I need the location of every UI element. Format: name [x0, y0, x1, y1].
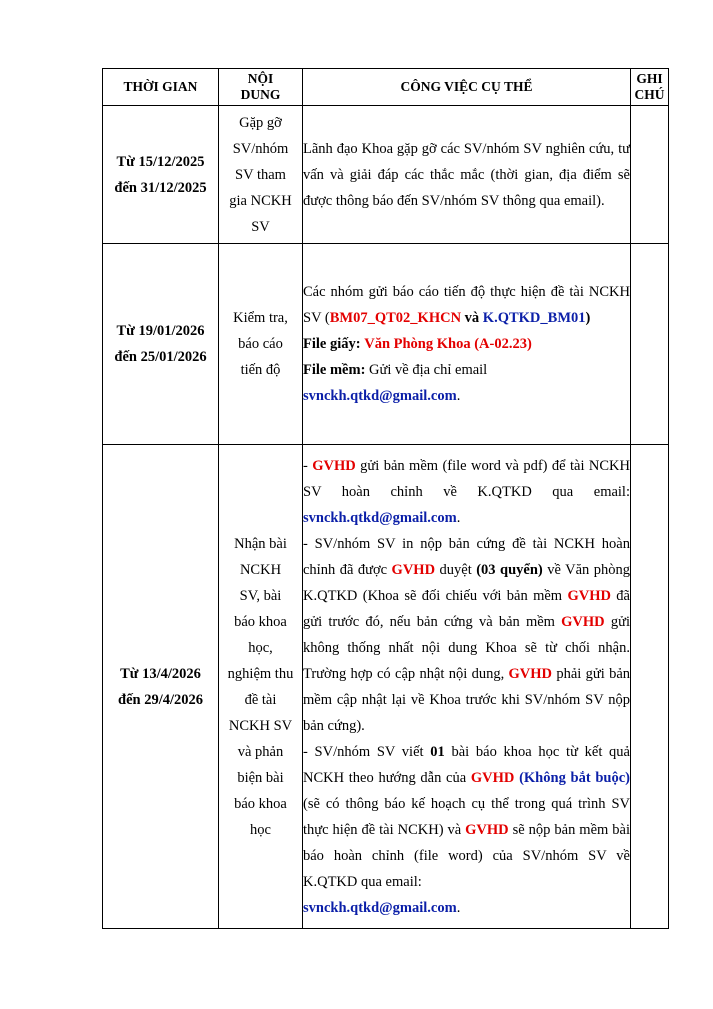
header-note-line1: GHI — [636, 71, 663, 86]
gvhd-label: GVHD — [465, 821, 509, 838]
content-line: Kiểm tra, — [233, 310, 288, 326]
content-line: Nhận bài — [234, 535, 287, 552]
content-line: học — [250, 821, 271, 838]
content-line: báo khoa — [234, 795, 287, 812]
content-line: và phản — [237, 743, 284, 760]
copies-label: (03 quyển) — [476, 561, 543, 578]
schedule-table — [102, 68, 669, 929]
header-note — [631, 69, 669, 106]
task-text: duyệt — [435, 561, 477, 578]
task-text: - SV/nhóm SV in nộp bản cứng đề tài NCKH hoàn chỉnh đã được — [303, 535, 630, 578]
header-content-line2: DUNG — [240, 87, 281, 102]
task-text: Các nhóm gửi báo cáo tiến độ thực hiện đề tài NCKH SV ( — [303, 284, 630, 326]
task-text: phải gửi bản mềm cập nhật lại về Khoa trước khi SV/nhóm SV nộp bản cứng). — [303, 665, 631, 734]
content-line: SV, bài — [239, 587, 282, 604]
table-header-row — [103, 69, 669, 106]
content-line: SV — [251, 218, 270, 235]
form-code-2: K.QTKD_BM01 — [482, 310, 586, 326]
content-line: NCKH SV — [228, 717, 293, 734]
content-line: SV tham — [235, 166, 286, 183]
time-to: đến 31/12/2025 — [114, 179, 207, 196]
time-cell — [103, 445, 219, 929]
header-content — [219, 69, 303, 106]
paper-label: File giấy: — [303, 336, 361, 352]
task-text: Lãnh đạo Khoa gặp gỡ các SV/nhóm SV nghiên cứu, tư vấn và giải đáp các thắc mắc (thời gian, địa điểm sẽ được thông báo đến SV/nhóm SV thông qua email). — [303, 140, 630, 209]
gvhd-label: GVHD — [567, 587, 611, 604]
header-content-line1: NỘI — [247, 71, 274, 86]
task-text: ) — [585, 310, 591, 326]
time-cell — [103, 106, 219, 244]
note-cell — [631, 244, 669, 445]
paper-location: Văn Phòng Khoa (A-02.23) — [364, 336, 532, 352]
gvhd-label: GVHD — [561, 613, 605, 630]
note-cell — [631, 106, 669, 244]
content-cell — [219, 244, 303, 445]
task-cell — [303, 106, 631, 244]
email-link[interactable]: svnckh.qtkd@gmail.com — [303, 388, 457, 404]
gvhd-label: GVHD — [312, 457, 356, 474]
task-text: về Văn phòng K.QTKD (Khoa sẽ đối chiếu với bản mềm — [303, 561, 630, 604]
task-text: (sẽ có thông báo kế hoạch cụ thể trong quá trình SV thực hiện đề tài NCKH) và — [303, 795, 630, 838]
time-from: Từ 15/12/2025 — [116, 153, 205, 170]
task-cell — [303, 244, 631, 445]
task-text: gửi bản mềm (file word và pdf) để tài NCKH SV hoàn chỉnh về K.QTKD qua email: — [303, 457, 630, 500]
content-line: biện bài — [237, 769, 284, 786]
table-row — [103, 445, 669, 929]
gvhd-label: GVHD — [391, 561, 436, 578]
content-line: báo khoa — [234, 613, 287, 630]
content-line: NCKH — [239, 561, 282, 578]
note-cell — [631, 445, 669, 929]
soft-label: File mềm: — [303, 362, 366, 378]
task-text: và — [461, 310, 483, 326]
content-line: tiến độ — [240, 362, 281, 378]
content-line: nghiệm thu — [227, 665, 294, 682]
content-cell — [219, 106, 303, 244]
content-cell — [219, 445, 303, 929]
content-line: báo cáo — [238, 336, 283, 352]
table-row — [103, 106, 669, 244]
header-task: CÔNG VIỆC CỤ THỂ — [303, 69, 631, 106]
article-count: 01 — [430, 743, 445, 760]
task-text: bài báo khoa học từ kết quả NCKH theo hướng dẫn của — [303, 743, 630, 786]
header-time: THỜI GIAN — [103, 69, 219, 106]
content-line: đề tài — [244, 691, 277, 708]
content-line: Gặp gỡ — [239, 114, 282, 131]
email-link[interactable]: svnckh.qtkd@gmail.com — [303, 509, 457, 526]
table-row — [103, 244, 669, 445]
time-cell — [103, 244, 219, 445]
form-code-1: BM07_QT02_KHCN — [329, 310, 462, 326]
optional-label: (Không bắt buộc) — [519, 769, 630, 786]
gvhd-label: GVHD — [470, 769, 515, 786]
time-to: đến 25/01/2026 — [114, 349, 207, 365]
task-cell — [303, 445, 631, 929]
time-from: Từ 13/4/2026 — [120, 665, 201, 682]
gvhd-label: GVHD — [508, 665, 553, 682]
task-text: - SV/nhóm SV viết — [303, 743, 431, 760]
email-link[interactable]: svnckh.qtkd@gmail.com — [303, 899, 457, 916]
content-line: SV/nhóm — [232, 140, 289, 157]
time-to: đến 29/4/2026 — [118, 691, 203, 708]
task-text: Gửi về địa chỉ email — [365, 362, 488, 378]
content-line: học, — [248, 639, 273, 656]
task-text: . — [456, 509, 461, 526]
task-text: . — [456, 899, 461, 916]
task-text: đã gửi trước đó, nếu bản cứng và bản mềm — [303, 587, 630, 630]
task-text: . — [456, 388, 461, 404]
header-note-line2: CHÚ — [634, 87, 665, 102]
task-text: - — [303, 457, 313, 474]
task-text: gửi không thống nhất nội dung Khoa sẽ từ chối nhận. Trường hợp có cập nhật nội dung, — [303, 613, 630, 682]
task-text: sẽ nộp bản mềm bài báo hoàn chỉnh (file word) của SV/nhóm SV về K.QTKD qua email: — [303, 821, 630, 890]
time-from: Từ 19/01/2026 — [116, 323, 205, 339]
content-line: gia NCKH — [229, 192, 292, 209]
